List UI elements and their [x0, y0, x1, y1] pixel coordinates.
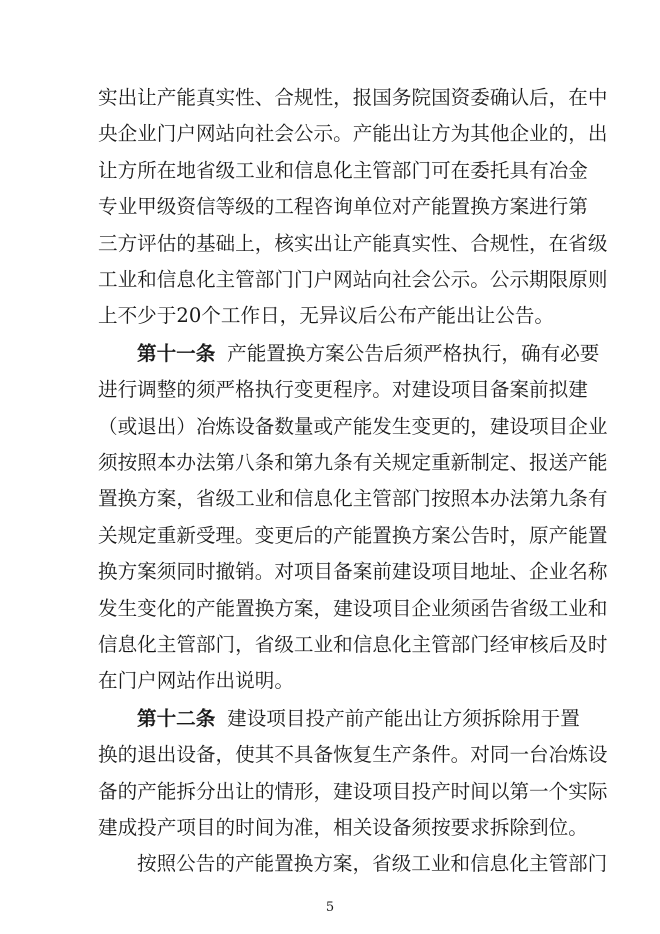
text-line: 央企业门户网站向社会公示。产能出让方为其他企业的，出: [98, 122, 608, 146]
article-11-first-line: [137, 336, 600, 372]
article-12-first-line: [137, 701, 580, 737]
text-line: 备的产能拆分出让的情形，建设项目投产时间以第一个实际: [98, 779, 608, 803]
text-line: 信息化主管部门，省级工业和信息化主管部门经审核后及时: [98, 633, 608, 656]
article-12-text: 建设项目投产前产能出让方须拆除用于置: [227, 706, 580, 730]
text-line: 换的退出设备，使其不具备恢复生产条件。对同一台冶炼设: [98, 743, 608, 767]
text-line: 专业甲级资信等级的工程咨询单位对产能置换方案进行第: [98, 195, 588, 219]
text-line: 建成投产项目的时间为准，相关设备须按要求拆除到位。: [98, 816, 588, 839]
text-line: （或退出）冶炼设备数量或产能发生变更的，建设项目企业: [98, 414, 608, 438]
text-line: 实出让产能真实性、合规性，报国务院国资委确认后，在中: [98, 86, 608, 109]
text-line: 须按照本办法第八条和第九条有关规定重新制定、报送产能: [98, 451, 608, 474]
article-11-label: 第十一条: [137, 341, 216, 365]
text-line: 换方案须同时撤销。对项目备案前建设项目地址、企业名称: [98, 560, 608, 584]
text-line: 上不少于20个工作日，无异议后公布产能出让公告。: [98, 304, 554, 328]
text-line: 按照公告的产能置换方案，省级工业和信息化主管部门: [137, 852, 608, 876]
text-line: 让方所在地省级工业和信息化主管部门可在委托具有冶金: [98, 158, 588, 182]
page-number: 5: [325, 900, 335, 915]
text-line: 三方评估的基础上，核实出让产能真实性、合规性，在省级: [98, 231, 608, 255]
text-line: 在门户网站作出说明。: [98, 669, 294, 693]
article-11-text: 产能置换方案公告后须严格执行，确有必要: [227, 341, 600, 365]
text-line: 关规定重新受理。变更后的产能置换方案公告时，原产能置: [98, 523, 608, 547]
text-line: 工业和信息化主管部门门户网站向社会公示。公示期限原则: [98, 268, 608, 291]
text-line: 置换方案，省级工业和信息化主管部门按照本办法第九条有: [98, 487, 608, 511]
text-line: 进行调整的须严格执行变更程序。对建设项目备案前拟建: [98, 378, 588, 402]
article-12-label: 第十二条: [137, 706, 216, 730]
text-line: 发生变化的产能置换方案，建设项目企业须函告省级工业和: [98, 596, 608, 620]
